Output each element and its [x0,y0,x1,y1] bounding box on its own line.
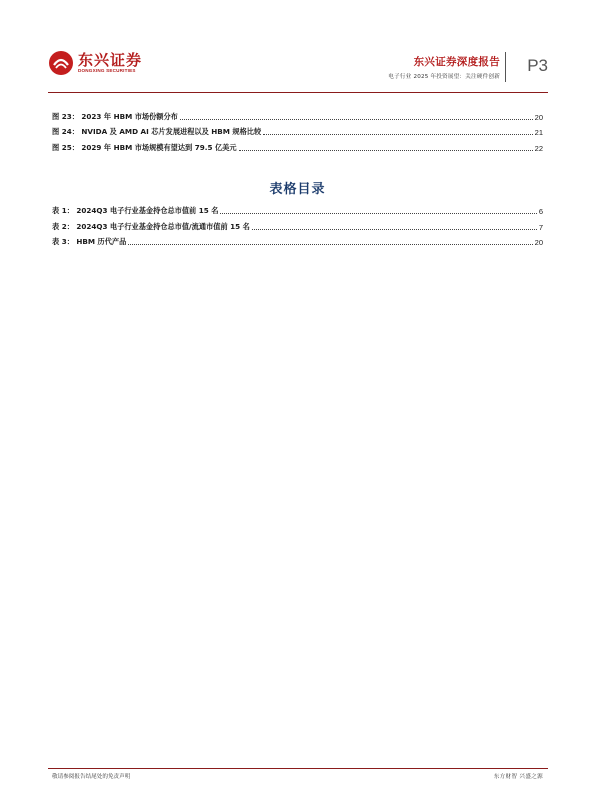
figure-toc-page: 21 [534,128,543,137]
toc-leader-dots [220,213,536,214]
toc-leader-dots [252,229,537,230]
table-toc-page: 20 [534,238,543,247]
page-number: P3 [527,56,548,75]
table-toc-label: 表 1： 2024Q3 电子行业基金持仓总市值前 15 名 [52,206,219,215]
figure-toc-label: 图 24： NVIDA 及 AMD AI 芯片发展进程以及 HBM 规格比较 [52,127,262,136]
figure-toc-entry[interactable] [52,141,543,153]
table-toc-label: 表 2： 2024Q3 电子行业基金持仓总市值/流通市值前 15 名 [52,222,250,231]
figure-toc-page: 22 [534,144,543,153]
footer-disclaimer-note: 敬请参阅报告结尾处的免责声明 [52,774,131,780]
figure-toc-entry[interactable] [52,110,543,122]
page-header [48,44,548,88]
company-logo [48,50,142,76]
table-toc-label: 表 3： HBM 历代产品 [52,237,127,246]
figure-toc-label: 图 25： 2029 年 HBM 市场规模有望达到 79.5 亿美元 [52,143,237,152]
table-toc-page: 7 [538,223,543,232]
logo-mark-icon [48,50,74,76]
toc-leader-dots [128,244,532,245]
table-toc-entry[interactable] [52,235,543,247]
figure-toc-entry[interactable] [52,125,543,137]
toc-leader-dots [263,134,532,135]
logo-chinese-name: 东兴证券 [78,51,143,69]
toc-leader-dots [239,150,533,151]
header-rule [48,92,548,93]
toc-leader-dots [180,119,533,120]
figure-toc-label: 图 23： 2023 年 HBM 市场份额分布 [52,112,178,121]
report-subtitle: 电子行业 2025 年投资展望：关注硬件创新 [388,74,500,80]
logo-english-name: DONGXING SECURITIES [78,68,136,73]
footer-rule [48,768,548,769]
footer-slogan: 东方财智 兴盛之源 [493,774,543,780]
figure-toc-page: 20 [534,113,543,122]
table-toc-heading: 表格目录 [269,182,326,197]
header-divider [505,52,506,82]
table-toc-entry[interactable] [52,204,543,216]
report-title: 东兴证券深度报告 [413,56,500,68]
table-toc-entry[interactable] [52,220,543,232]
table-toc-page: 6 [538,207,543,216]
